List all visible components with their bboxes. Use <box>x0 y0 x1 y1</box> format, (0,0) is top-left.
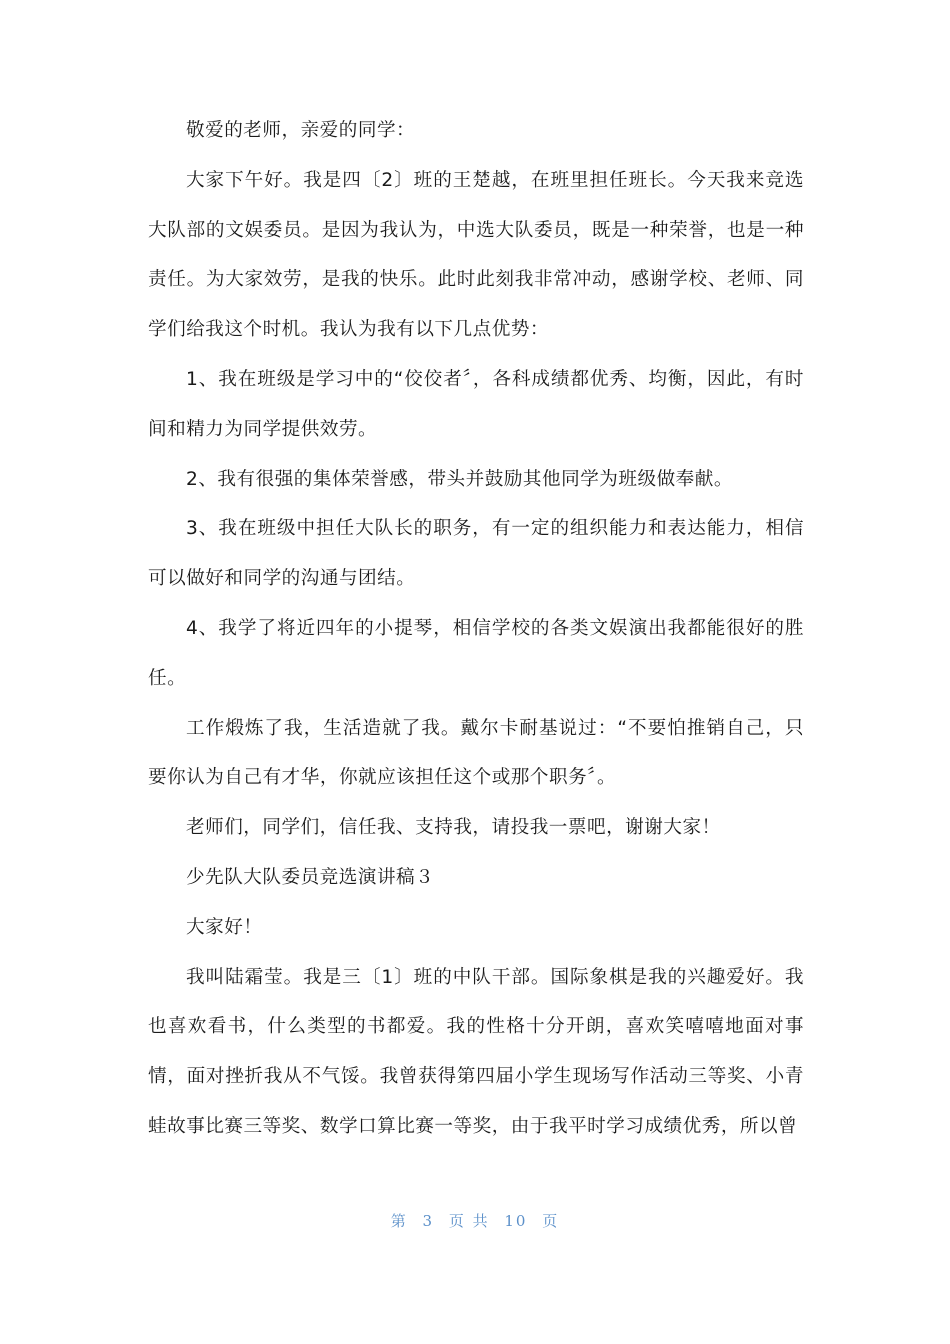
page-footer <box>0 1210 950 1231</box>
paragraph-intro-2: 我叫陆霜莹。我是三〔1〕班的中队干部。国际象棋是我的兴趣爱好。我也喜欢看书，什么类型的书都爱。我的性格十分开朗，喜欢笑嘻嘻地面对事情，面对挫折我从不气馁。我曾获得第四届小学生现场写作活动三等奖、小青蛙故事比赛三等奖、数学口算比赛一等奖，由于我平时学习成绩优秀，所以曾 <box>148 966 804 1137</box>
paragraph-point-3: 3、我在班级中担任大队长的职务，有一定的组织能力和表达能力，相信可以做好和同学的沟通与团结。 <box>148 518 804 590</box>
footer-label-page: 第 <box>390 1212 408 1230</box>
paragraph-point-4: 4、我学了将近四年的小提琴，相信学校的各类文娱演出我都能很好的胜任。 <box>148 617 804 689</box>
paragraph-point-2: 2、我有很强的集体荣誉感，带头并鼓励其他同学为班级做奉献。 <box>186 468 733 490</box>
paragraph-intro: 大家下午好。我是四〔2〕班的王楚越，在班里担任班长。今天我来竞选大队部的文娱委员。是因为我认为，中选大队委员，既是一种荣誉，也是一种责任。为大家效劳，是我的快乐。此时此刻我非常冲动，感谢学校、老师、同学们给我这个时机。我认为我有以下几点优势： <box>148 169 804 341</box>
paragraph-greeting: 敬爱的老师，亲爱的同学： <box>186 120 416 141</box>
footer-total-pages: 10 <box>504 1212 528 1230</box>
paragraph-point-1: 1、我在班级是学习中的“佼佼者〞，各科成绩都优秀、均衡，因此，有时间和精力为同学提供效劳。 <box>148 368 804 440</box>
paragraph-quote: 工作煅炼了我，生活造就了我。戴尔卡耐基说过：“不要怕推销自己，只要你认为自己有才华，你就应该担任这个或那个职务〞。 <box>148 717 804 789</box>
section-title: 少先队大队委员竞选演讲稿３ <box>186 866 435 888</box>
document-body <box>148 106 804 1152</box>
footer-current-page: 3 <box>422 1212 435 1230</box>
footer-label-of: 页 共 <box>448 1212 490 1230</box>
footer-label-pages: 页 <box>542 1212 560 1230</box>
paragraph-greeting-2: 大家好！ <box>186 916 263 938</box>
paragraph-closing: 老师们，同学们，信任我、支持我，请投我一票吧，谢谢大家！ <box>186 817 721 839</box>
